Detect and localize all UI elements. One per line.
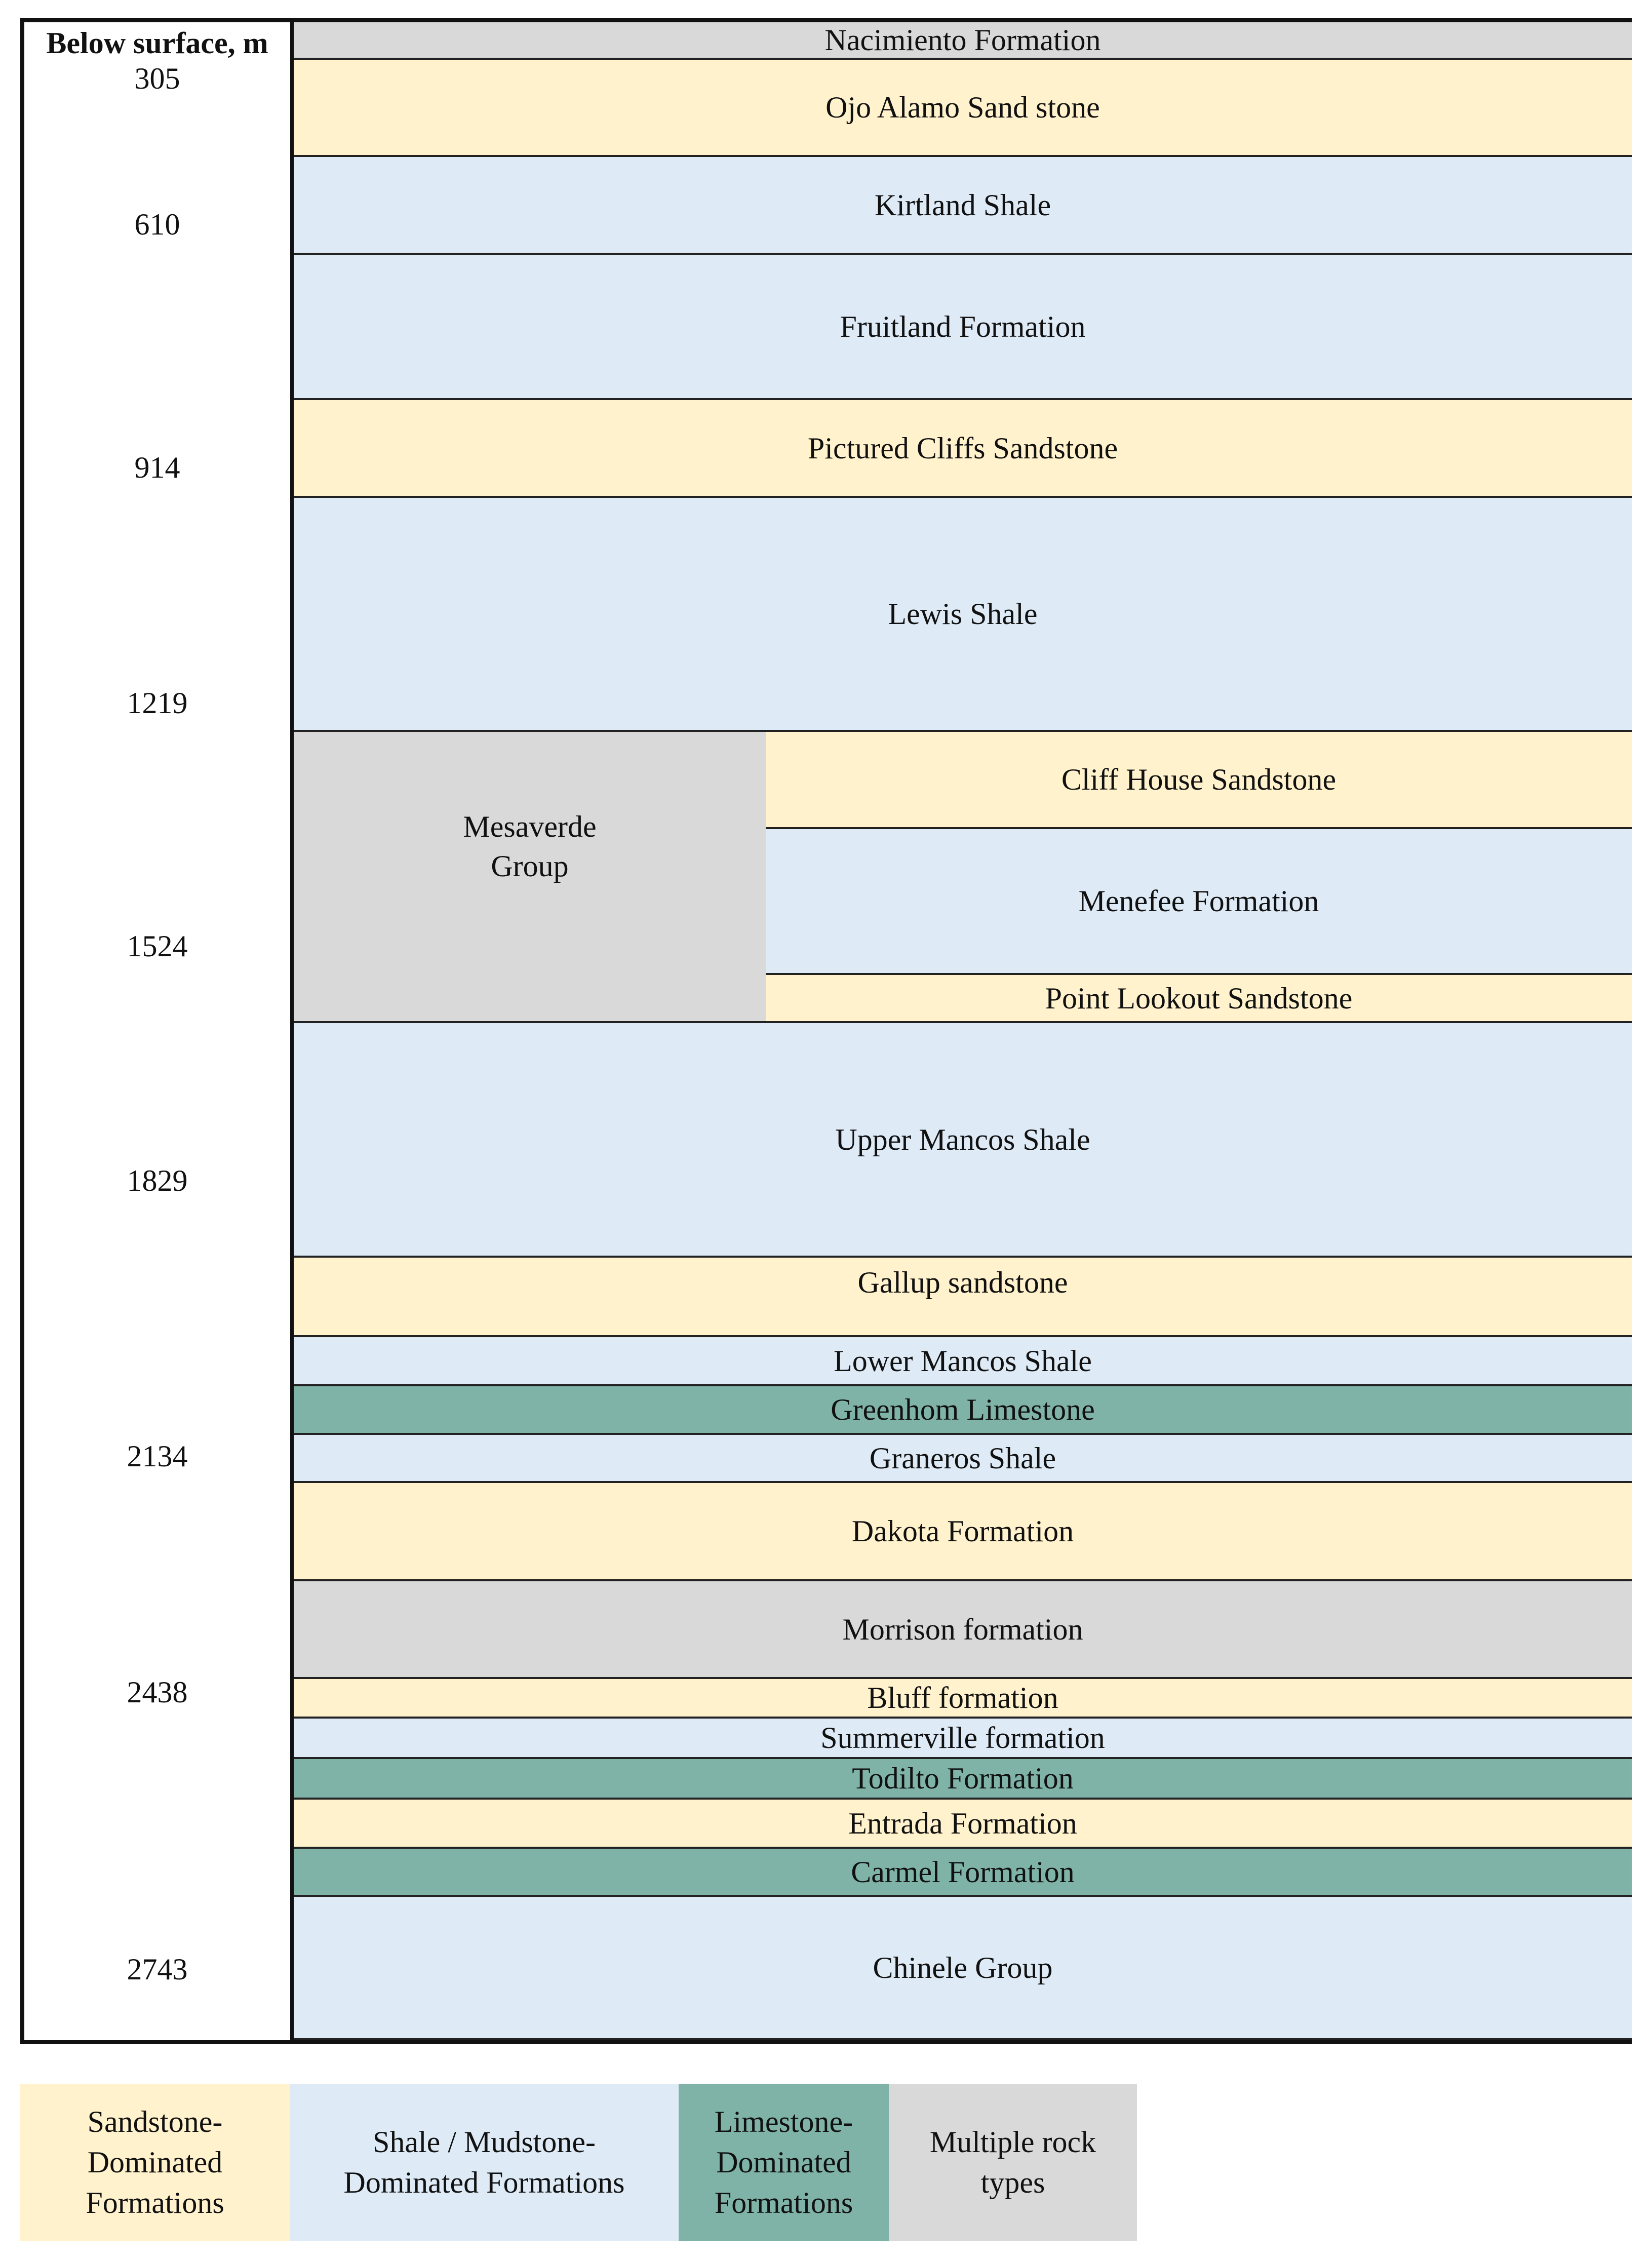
formation-label: Menefee Formation: [1078, 884, 1319, 918]
formation-label: Carmel Formation: [851, 1855, 1075, 1889]
formation-label: Todilto Formation: [852, 1762, 1074, 1795]
formation-label: Point Lookout Sandstone: [1045, 981, 1353, 1015]
formation-label: Greenhom Limestone: [831, 1393, 1095, 1426]
formation-label: Graneros Shale: [869, 1441, 1056, 1475]
formation-bluff-formation: [294, 1679, 1632, 1719]
formation-label: Morrison formation: [842, 1612, 1083, 1646]
rock-type-legend: [20, 2084, 1137, 2241]
formation-upper-mancos-shale: [294, 1023, 1632, 1258]
formation-menefee-formation: [766, 829, 1632, 975]
depth-tick-305: 305: [134, 62, 180, 95]
formation-label: Lewis Shale: [888, 597, 1038, 631]
formation-summerville-formation: [294, 1719, 1632, 1759]
formation-label: Fruitland Formation: [840, 309, 1086, 343]
stratigraphic-column: [20, 18, 1632, 2044]
formation-greenhom-limestone: [294, 1386, 1632, 1435]
formation-pictured-cliffs-sandstone: [294, 400, 1632, 498]
formation-entrada-formation: [294, 1800, 1632, 1849]
formation-morrison-formation: [294, 1581, 1632, 1679]
formation-lower-mancos-shale: [294, 1337, 1632, 1386]
formation-dakota-formation: [294, 1483, 1632, 1581]
formation-label: Gallup sandstone: [857, 1266, 1068, 1299]
depth-axis-title: Below surface, m: [46, 26, 268, 60]
formation-label: Cliff House Sandstone: [1061, 763, 1336, 796]
group-label: Mesaverde Group: [463, 809, 597, 883]
legend-label: Sandstone- Dominated Formations: [86, 2105, 224, 2219]
legend-label: Limestone- Dominated Formations: [714, 2105, 853, 2219]
depth-tick-610: 610: [134, 208, 180, 241]
formation-label: Lower Mancos Shale: [834, 1344, 1092, 1378]
formation-carmel-formation: [294, 1849, 1632, 1897]
formation-label: Bluff formation: [867, 1681, 1058, 1715]
depth-tick-1524: 1524: [127, 929, 188, 963]
formation-label: Upper Mancos Shale: [835, 1122, 1090, 1156]
formation-nacimiento-formation: [294, 22, 1632, 60]
formation-label: Chinele Group: [873, 1951, 1053, 1984]
formation-label: Summerville formation: [820, 1721, 1105, 1755]
depth-axis: [24, 22, 294, 2040]
formation-gallup-sandstone: [294, 1258, 1632, 1337]
formation-todilto-formation: [294, 1759, 1632, 1800]
formation-ojo-alamo-sand-stone: [294, 60, 1632, 157]
formation-kirtland-shale: [294, 157, 1632, 255]
formation-label: Nacimiento Formation: [824, 23, 1101, 57]
legend-item-shale: [290, 2084, 679, 2241]
formation-label: Kirtland Shale: [874, 188, 1051, 222]
legend-item-limestone: [679, 2084, 889, 2241]
depth-tick-2134: 2134: [127, 1439, 188, 1473]
legend-item-sandstone: [20, 2084, 290, 2241]
depth-tick-1219: 1219: [127, 686, 188, 720]
formation-label: Ojo Alamo Sand stone: [825, 91, 1100, 124]
formation-chinele-group: [294, 1897, 1632, 2040]
depth-tick-2743: 2743: [127, 1953, 188, 1986]
depth-tick-2438: 2438: [127, 1675, 188, 1709]
formation-label: Dakota Formation: [851, 1514, 1074, 1548]
group-mesaverde: [294, 732, 766, 1023]
formation-label: Pictured Cliffs Sandstone: [807, 431, 1118, 465]
legend-label: Multiple rock types: [929, 2125, 1096, 2199]
legend-item-multiple: [889, 2084, 1137, 2241]
formation-cliff-house-sandstone: [766, 732, 1632, 829]
depth-tick-1829: 1829: [127, 1164, 188, 1197]
formation-fruitland-formation: [294, 255, 1632, 400]
formation-graneros-shale: [294, 1435, 1632, 1483]
legend-label: Shale / Mudstone- Dominated Formations: [343, 2125, 625, 2199]
formation-lewis-shale: [294, 498, 1632, 732]
formation-label: Entrada Formation: [848, 1806, 1077, 1840]
depth-tick-914: 914: [134, 451, 180, 484]
formation-point-lookout-sandstone: [766, 975, 1632, 1023]
